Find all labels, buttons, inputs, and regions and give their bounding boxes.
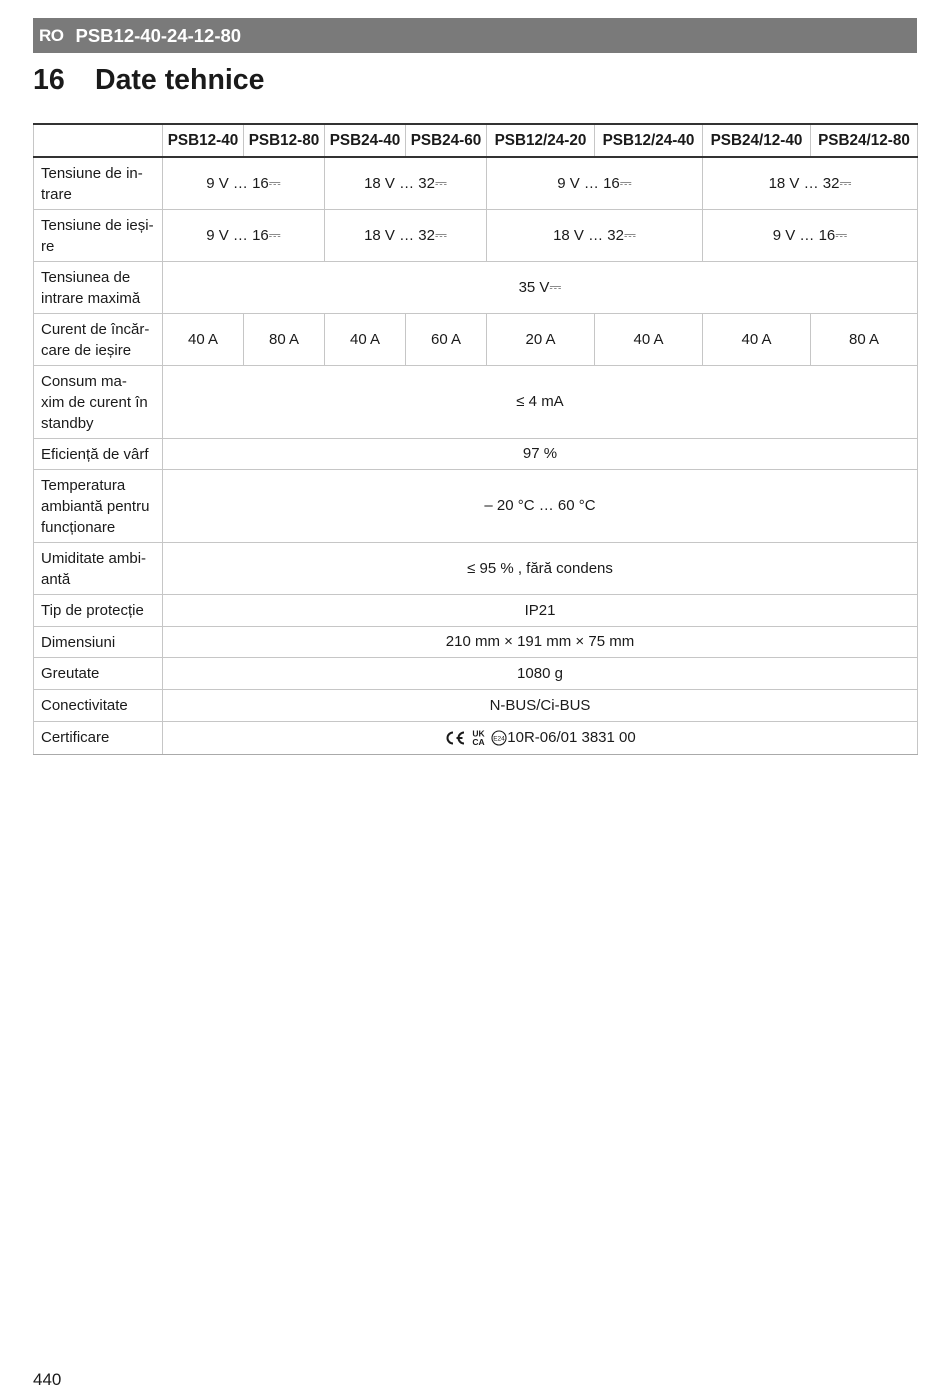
table-row <box>34 689 918 721</box>
table-cell: – 20 °C … 60 °C <box>163 469 918 542</box>
row-label: Curent de încăr- care de ieșire <box>34 313 163 365</box>
table-cell: 9 V … 16⎓ <box>703 209 918 261</box>
table-row <box>34 313 918 365</box>
section-title <box>33 64 264 97</box>
table-cell: ≤ 95 % , fără condens <box>163 542 918 594</box>
table-cell: ≤ 4 mA <box>163 365 918 438</box>
column-header: PSB12-80 <box>244 124 325 157</box>
ukca-mark-icon <box>470 729 487 746</box>
table-row <box>34 469 918 542</box>
column-header: PSB12/24-20 <box>487 124 595 157</box>
table-row <box>34 657 918 689</box>
table-row <box>34 438 918 469</box>
table-cell: 80 A <box>244 313 325 365</box>
table-cell: 97 % <box>163 438 918 469</box>
page-number: 440 <box>33 1370 62 1389</box>
e-mark-text: E24 <box>493 735 506 743</box>
row-label: Temperatura ambiantă pentru funcționare <box>34 469 163 542</box>
row-label: Tensiune de in- trare <box>34 157 163 209</box>
table-cell: 40 A <box>703 313 811 365</box>
column-header: PSB12-40 <box>163 124 244 157</box>
table-cell: 9 V … 16⎓ <box>487 157 703 209</box>
row-label: Tip de protecție <box>34 594 163 626</box>
row-label: Eficiență de vârf <box>34 438 163 469</box>
column-header: PSB24/12-80 <box>811 124 918 157</box>
table-cell: 60 A <box>406 313 487 365</box>
table-cell: N-BUS/Ci-BUS <box>163 689 918 721</box>
row-label: Dimensiuni <box>34 626 163 657</box>
row-label: Conectivitate <box>34 689 163 721</box>
table-cell: 35 V⎓ <box>163 261 918 313</box>
table-cell: 40 A <box>325 313 406 365</box>
e-mark-icon <box>491 730 507 746</box>
row-label: Consum ma- xim de curent în standby <box>34 365 163 438</box>
table-cell: 20 A <box>487 313 595 365</box>
header-bar <box>33 18 917 53</box>
column-header: PSB24/12-40 <box>703 124 811 157</box>
table-cell <box>163 721 918 754</box>
certification-number: 10R-06/01 3831 00 <box>507 728 636 746</box>
table-cell: 18 V … 32⎓ <box>703 157 918 209</box>
table-cell: 18 V … 32⎓ <box>325 209 487 261</box>
table-cell: 9 V … 16⎓ <box>163 209 325 261</box>
column-header: PSB24-60 <box>406 124 487 157</box>
table-cell: 18 V … 32⎓ <box>487 209 703 261</box>
section-title-text: Date tehnice <box>95 64 265 96</box>
model-name: PSB12-40-24-12-80 <box>75 24 242 46</box>
column-header: PSB12/24-40 <box>595 124 703 157</box>
table-cell: 1080 g <box>163 657 918 689</box>
table-cell: IP21 <box>163 594 918 626</box>
table-cell: 210 mm × 191 mm × 75 mm <box>163 626 918 657</box>
language-code: RO <box>39 25 64 45</box>
table-header-row <box>34 124 918 157</box>
table-row <box>34 721 918 754</box>
table-row <box>34 626 918 657</box>
table-cell: 40 A <box>163 313 244 365</box>
table-cell: 9 V … 16⎓ <box>163 157 325 209</box>
certification-marks <box>444 729 507 746</box>
ukca-text-bottom: CA <box>472 737 485 747</box>
table-row <box>34 209 918 261</box>
table-row <box>34 157 918 209</box>
row-label: Tensiune de ieși- re <box>34 209 163 261</box>
row-label: Umiditate ambi- antă <box>34 542 163 594</box>
column-header: PSB24-40 <box>325 124 406 157</box>
table-row <box>34 365 918 438</box>
table-cell: 40 A <box>595 313 703 365</box>
table-row <box>34 261 918 313</box>
header-blank-cell <box>34 124 163 157</box>
row-label: Certificare <box>34 721 163 754</box>
table-cell: 80 A <box>811 313 918 365</box>
table-row <box>34 542 918 594</box>
technical-data-table <box>33 123 918 755</box>
ukca-text-top: UK <box>472 729 485 739</box>
row-label: Greutate <box>34 657 163 689</box>
row-label: Tensiunea de intrare maximă <box>34 261 163 313</box>
ce-mark-icon <box>444 730 466 746</box>
table-cell: 18 V … 32⎓ <box>325 157 487 209</box>
section-number: 16 <box>33 64 65 96</box>
table-row <box>34 594 918 626</box>
